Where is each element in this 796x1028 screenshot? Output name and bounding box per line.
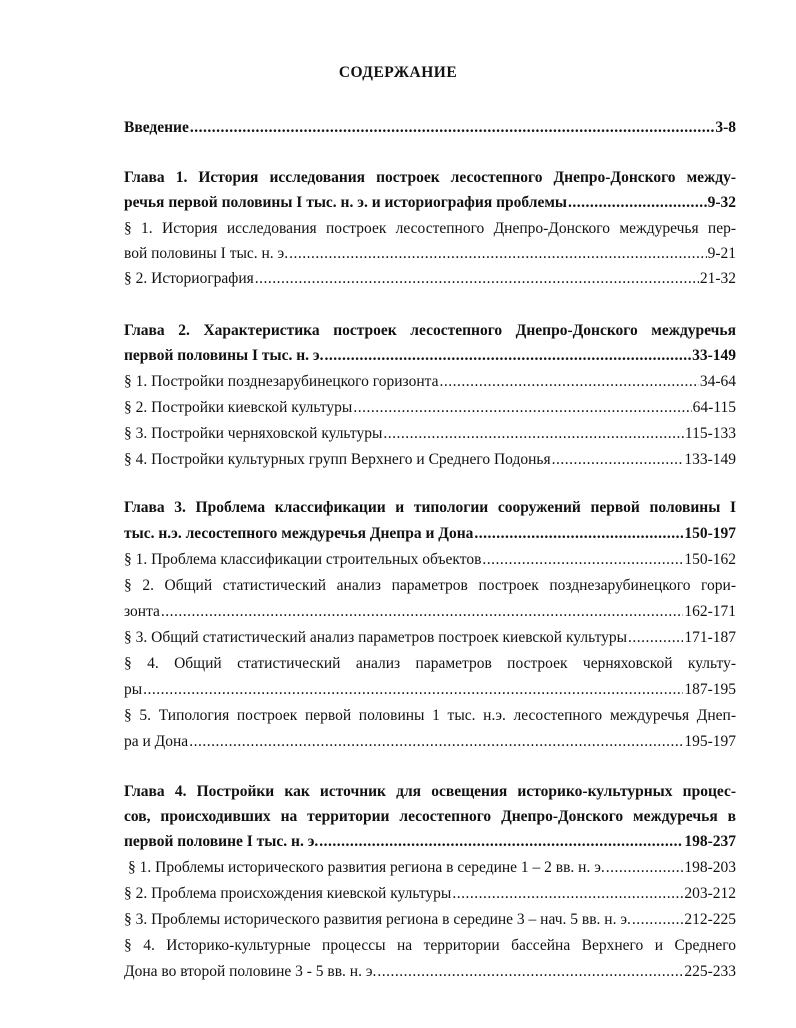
leader-dots xyxy=(289,244,706,264)
section-2-4-text: § 4. Постройки культурных групп Верхнего и Среднего Подонья xyxy=(124,451,551,468)
chapter-1-pages: 9-32 xyxy=(707,194,736,211)
section-3-1-text: § 1. Проблема классификации строительных объектов xyxy=(124,551,482,568)
section-4-4-text: Дона во второй половине 3 - 5 вв. н. э. xyxy=(124,963,377,980)
section-4-2-pages: 203-212 xyxy=(684,885,736,902)
section-3-2-line-1: § 2. Общий статистический анализ параметров построек позднезарубинецкого гори- xyxy=(124,577,736,594)
section-1-2-text: § 2. Историография xyxy=(124,270,254,287)
leader-dots xyxy=(161,602,683,622)
section-4-4-line-1: § 4. Историко-культурные процессы на территории бассейна Верхнего и Среднего xyxy=(124,937,736,954)
chapter-3-line-1: Глава 3. Проблема классификации и типологии сооружений первой половины I xyxy=(124,499,736,516)
leader-dots xyxy=(452,884,683,904)
section-2-1-text: § 1. Постройки позднезарубинецкого горизонта xyxy=(124,373,439,390)
leader-dots xyxy=(190,118,714,138)
section-4-4-pages: 225-233 xyxy=(684,963,736,980)
chapter-1-line-1: Глава 1. История исследования построек лесостепного Днепро-Донского между- xyxy=(124,169,736,186)
section-3-5-text: ра и Дона xyxy=(124,733,189,750)
leader-dots xyxy=(606,858,684,878)
section-1-1-pages: 9-21 xyxy=(707,245,736,262)
section-3-1 xyxy=(124,550,736,570)
section-1-1-text: вой половины I тыс. н. э. xyxy=(124,245,289,262)
toc-entry-text: Введение xyxy=(124,119,189,136)
chapter-4-pages: 198-237 xyxy=(684,833,736,850)
section-3-5-line-2 xyxy=(124,732,736,752)
section-4-1-text: § 1. Проблемы исторического развития региона в середине 1 – 2 вв. н. э. xyxy=(128,859,605,876)
section-2-1-pages: 34-64 xyxy=(699,373,736,390)
section-3-2-pages: 162-171 xyxy=(684,603,736,620)
section-2-2 xyxy=(124,398,736,418)
chapter-2-line-1: Глава 2. Характеристика построек лесостепного Днепро-Донского междуречья xyxy=(124,322,736,339)
section-4-3-pages: 212-225 xyxy=(684,911,736,928)
leader-dots xyxy=(325,346,692,366)
chapter-1-text: речья первой половины I тыс. н. э. и историография проблемы xyxy=(124,194,567,211)
section-2-4 xyxy=(124,450,736,470)
chapter-1-line-2 xyxy=(124,193,736,213)
toc-entry-intro xyxy=(124,118,736,138)
section-3-3 xyxy=(124,628,736,648)
leader-dots xyxy=(552,450,684,470)
leader-dots xyxy=(568,193,707,213)
chapter-2-pages: 33-149 xyxy=(692,347,736,364)
section-1-2-pages: 21-32 xyxy=(699,270,736,287)
section-1-1-line-1: § 1. История исследования построек лесостепного Днепро-Донского междуречья пер- xyxy=(124,220,736,237)
leader-dots xyxy=(353,398,691,418)
section-2-2-pages: 64-115 xyxy=(692,399,736,416)
leader-dots xyxy=(377,962,683,982)
chapter-4-line-3 xyxy=(124,832,736,852)
section-1-2 xyxy=(124,269,736,289)
leader-dots xyxy=(474,524,683,544)
section-3-5-pages: 195-197 xyxy=(684,733,736,750)
chapter-4-line-1: Глава 4. Постройки как источник для освещения историко-культурных процес- xyxy=(124,783,736,800)
section-3-5-line-1: § 5. Типология построек первой половины 1 тыс. н.э. лесостепного междуречья Днеп- xyxy=(124,707,736,724)
section-4-1 xyxy=(128,858,736,878)
page-title: СОДЕРЖАНИЕ xyxy=(338,64,458,81)
section-2-3-text: § 3. Постройки черняховской культуры xyxy=(124,425,383,442)
chapter-2-text: первой половины I тыс. н. э. xyxy=(124,347,324,364)
section-3-4-text: ры xyxy=(124,681,143,698)
leader-dots xyxy=(143,680,683,700)
leader-dots xyxy=(189,732,683,752)
section-2-4-pages: 133-149 xyxy=(684,451,736,468)
section-3-3-pages: 171-187 xyxy=(684,629,736,646)
section-3-4-pages: 187-195 xyxy=(684,681,736,698)
section-3-4-line-1: § 4. Общий статистический анализ параметров построек черняховской культу- xyxy=(124,655,736,672)
section-2-3 xyxy=(124,424,736,444)
chapter-3-pages: 150-197 xyxy=(684,525,736,542)
leader-dots xyxy=(482,550,683,570)
section-3-4-line-2 xyxy=(124,680,736,700)
section-4-1-pages: 198-203 xyxy=(684,859,736,876)
leader-dots xyxy=(439,372,698,392)
leader-dots xyxy=(319,832,683,852)
section-4-4-line-2 xyxy=(124,962,736,982)
section-4-2-text: § 2. Проблема происхождения киевской культуры xyxy=(124,885,452,902)
leader-dots xyxy=(383,424,684,444)
leader-dots xyxy=(255,269,699,289)
section-3-3-text: § 3. Общий статистический анализ параметров построек киевской культуры xyxy=(124,629,628,646)
chapter-4-line-2: сов, происходивших на территории лесостепного Днепро-Донского междуречья в xyxy=(124,808,736,825)
section-1-1-line-2 xyxy=(124,244,736,264)
chapter-4-text: первой половине I тыс. н. э. xyxy=(124,833,319,850)
chapter-2-line-2 xyxy=(124,346,736,366)
leader-dots xyxy=(628,628,683,648)
section-4-2 xyxy=(124,884,736,904)
section-4-3-text: § 3. Проблемы исторического развития региона в середине 3 – нач. 5 вв. н. э. xyxy=(124,911,631,928)
chapter-3-line-2 xyxy=(124,524,736,544)
section-2-2-text: § 2. Постройки киевской культуры xyxy=(124,399,353,416)
chapter-3-text: тыс. н.э. лесостепного междуречья Днепра и Дона xyxy=(124,525,474,542)
section-3-2-text: зонта xyxy=(124,603,160,620)
section-3-1-pages: 150-162 xyxy=(684,551,736,568)
section-2-1 xyxy=(124,372,736,392)
section-2-3-pages: 115-133 xyxy=(684,425,736,442)
section-3-2-line-2 xyxy=(124,602,736,622)
section-4-3 xyxy=(124,910,736,930)
toc-entry-pages: 3-8 xyxy=(715,119,736,136)
leader-dots xyxy=(632,910,683,930)
